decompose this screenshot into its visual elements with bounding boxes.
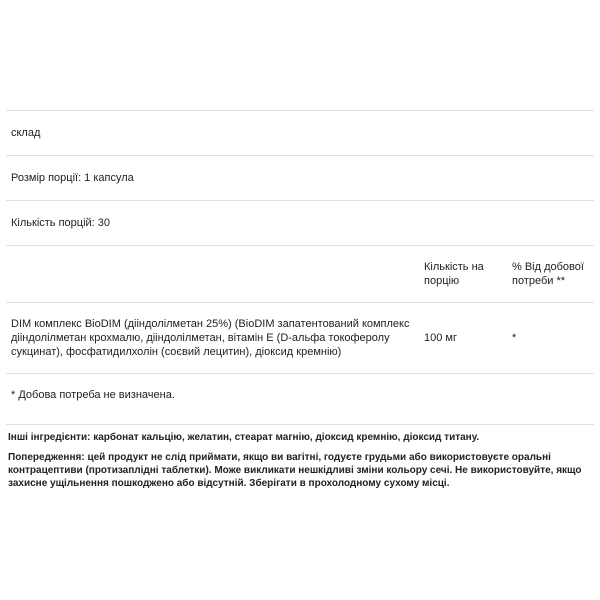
ingredient-daily-value: * [512,332,517,344]
footnote-row [6,373,594,415]
ingredient-amount: 100 мг [424,332,457,344]
serving-size-row [6,155,594,200]
header-amount: Кількість на порцію [424,261,484,287]
servings-count: Кількість порцій: 30 [11,217,111,229]
supplement-facts-table [6,110,594,415]
servings-count-row [6,200,594,245]
table-title-row [6,110,594,155]
table-row [6,302,594,373]
other-ingredients: Інші інгредієнти: карбонат кальцію, желатин, стеарат магнію, діоксид кремнію, діоксид титану. [8,432,480,443]
table-title: склад [11,127,41,139]
product-notes [6,424,594,497]
serving-size: Розмір порції: 1 капсула [11,172,134,184]
footnote: * Добова потреба не визначена. [11,388,175,401]
header-daily-value: % Від добової потреби ** [512,261,584,287]
ingredient-name: DIM комплекс BioDIM (дііндолілметан 25%) (BioDIM запатентований комплекс дііндолілметан крохмалю, дііндолілметан, вітамін Е (D-альфа токоферолу сукцинат), фосфатидилхолін (соєвий лецитин), діоксид кремнію) [11,318,410,358]
table-header-row [6,245,594,302]
warnings: Попередження: цей продукт не слід приймати, якщо ви вагітні, годуєте грудьми або використовуєте оральні контрацептиви (протизаплідні таблетки). Може викликати нешкідливі зміни кольору сечі. Не використовуйте, якщо захисне ущільнення пошкоджено або відсутній. Зберігати в прохолодному сухому місці. [8,452,582,489]
